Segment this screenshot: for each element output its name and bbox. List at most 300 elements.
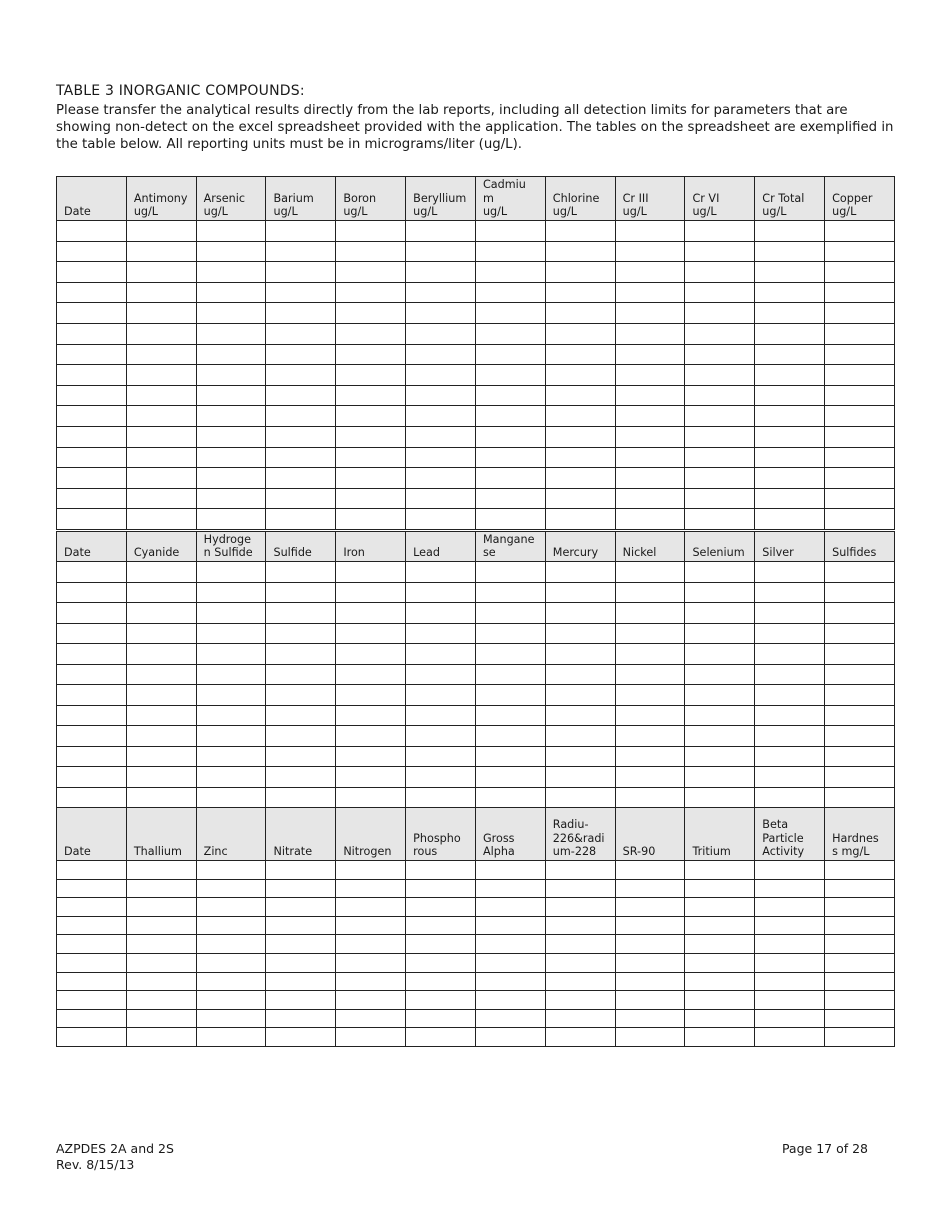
table-cell[interactable]: [266, 603, 336, 624]
table-cell[interactable]: [825, 282, 895, 303]
table-cell[interactable]: [336, 916, 406, 935]
table-cell[interactable]: [685, 241, 755, 262]
table-cell[interactable]: [336, 664, 406, 685]
table-cell[interactable]: [545, 787, 615, 808]
table-cell[interactable]: [545, 447, 615, 468]
table-cell[interactable]: [336, 991, 406, 1010]
table-cell[interactable]: [615, 303, 685, 324]
table-cell[interactable]: [615, 685, 685, 706]
table-cell[interactable]: [126, 344, 196, 365]
table-cell[interactable]: [266, 1028, 336, 1047]
table-cell[interactable]: [57, 685, 127, 706]
table-cell[interactable]: [57, 365, 127, 386]
table-cell[interactable]: [336, 644, 406, 665]
table-cell[interactable]: [825, 705, 895, 726]
table-cell[interactable]: [336, 861, 406, 880]
table-cell[interactable]: [406, 221, 476, 242]
table-cell[interactable]: [825, 787, 895, 808]
table-cell[interactable]: [406, 1028, 476, 1047]
table-cell[interactable]: [685, 426, 755, 447]
table-cell[interactable]: [825, 623, 895, 644]
table-cell[interactable]: [266, 935, 336, 954]
table-cell[interactable]: [57, 282, 127, 303]
table-cell[interactable]: [685, 664, 755, 685]
table-cell[interactable]: [615, 726, 685, 747]
table-cell[interactable]: [266, 303, 336, 324]
table-cell[interactable]: [126, 623, 196, 644]
table-cell[interactable]: [545, 562, 615, 583]
table-cell[interactable]: [266, 385, 336, 406]
table-cell[interactable]: [755, 262, 825, 283]
table-cell[interactable]: [406, 447, 476, 468]
table-cell[interactable]: [196, 282, 266, 303]
table-cell[interactable]: [196, 644, 266, 665]
table-cell[interactable]: [57, 1009, 127, 1028]
table-cell[interactable]: [475, 468, 545, 489]
table-cell[interactable]: [825, 385, 895, 406]
table-cell[interactable]: [615, 323, 685, 344]
table-cell[interactable]: [57, 406, 127, 427]
table-cell[interactable]: [755, 972, 825, 991]
table-cell[interactable]: [266, 787, 336, 808]
table-cell[interactable]: [196, 562, 266, 583]
table-cell[interactable]: [825, 746, 895, 767]
table-cell[interactable]: [336, 447, 406, 468]
table-cell[interactable]: [57, 746, 127, 767]
table-cell[interactable]: [475, 426, 545, 447]
table-cell[interactable]: [266, 767, 336, 788]
table-cell[interactable]: [755, 879, 825, 898]
table-cell[interactable]: [475, 935, 545, 954]
table-cell[interactable]: [266, 562, 336, 583]
table-cell[interactable]: [615, 509, 685, 530]
table-cell[interactable]: [406, 972, 476, 991]
table-cell[interactable]: [266, 685, 336, 706]
table-cell[interactable]: [755, 406, 825, 427]
table-cell[interactable]: [126, 935, 196, 954]
table-cell[interactable]: [266, 406, 336, 427]
table-cell[interactable]: [57, 447, 127, 468]
table-cell[interactable]: [685, 972, 755, 991]
table-cell[interactable]: [196, 262, 266, 283]
table-cell[interactable]: [685, 705, 755, 726]
table-cell[interactable]: [755, 705, 825, 726]
table-cell[interactable]: [615, 221, 685, 242]
table-cell[interactable]: [545, 241, 615, 262]
table-cell[interactable]: [825, 1009, 895, 1028]
table-cell[interactable]: [825, 991, 895, 1010]
table-cell[interactable]: [266, 468, 336, 489]
table-cell[interactable]: [825, 344, 895, 365]
table-cell[interactable]: [196, 879, 266, 898]
table-cell[interactable]: [336, 746, 406, 767]
table-cell[interactable]: [336, 365, 406, 386]
table-cell[interactable]: [685, 282, 755, 303]
table-cell[interactable]: [825, 879, 895, 898]
table-cell[interactable]: [406, 582, 476, 603]
table-cell[interactable]: [545, 509, 615, 530]
table-cell[interactable]: [615, 1009, 685, 1028]
table-cell[interactable]: [57, 953, 127, 972]
table-cell[interactable]: [196, 935, 266, 954]
table-cell[interactable]: [755, 426, 825, 447]
table-cell[interactable]: [336, 344, 406, 365]
table-cell[interactable]: [266, 447, 336, 468]
table-cell[interactable]: [475, 303, 545, 324]
table-cell[interactable]: [126, 1009, 196, 1028]
table-cell[interactable]: [475, 767, 545, 788]
table-cell[interactable]: [755, 746, 825, 767]
table-cell[interactable]: [126, 685, 196, 706]
table-cell[interactable]: [685, 447, 755, 468]
table-cell[interactable]: [475, 746, 545, 767]
table-cell[interactable]: [755, 562, 825, 583]
table-cell[interactable]: [126, 262, 196, 283]
table-cell[interactable]: [336, 303, 406, 324]
table-cell[interactable]: [196, 623, 266, 644]
table-cell[interactable]: [57, 385, 127, 406]
table-cell[interactable]: [196, 241, 266, 262]
table-cell[interactable]: [825, 365, 895, 386]
table-cell[interactable]: [266, 972, 336, 991]
table-cell[interactable]: [685, 861, 755, 880]
table-cell[interactable]: [266, 426, 336, 447]
table-cell[interactable]: [406, 767, 476, 788]
table-cell[interactable]: [825, 664, 895, 685]
table-cell[interactable]: [615, 488, 685, 509]
table-cell[interactable]: [406, 323, 476, 344]
table-cell[interactable]: [336, 953, 406, 972]
table-cell[interactable]: [615, 603, 685, 624]
table-cell[interactable]: [825, 562, 895, 583]
table-cell[interactable]: [615, 705, 685, 726]
table-cell[interactable]: [615, 644, 685, 665]
table-cell[interactable]: [545, 406, 615, 427]
table-cell[interactable]: [57, 488, 127, 509]
table-cell[interactable]: [685, 468, 755, 489]
table-cell[interactable]: [406, 685, 476, 706]
table-cell[interactable]: [685, 1009, 755, 1028]
table-cell[interactable]: [196, 861, 266, 880]
table-cell[interactable]: [475, 1028, 545, 1047]
table-cell[interactable]: [126, 879, 196, 898]
table-cell[interactable]: [825, 953, 895, 972]
table-cell[interactable]: [475, 879, 545, 898]
table-cell[interactable]: [336, 562, 406, 583]
table-cell[interactable]: [615, 767, 685, 788]
table-cell[interactable]: [406, 406, 476, 427]
table-cell[interactable]: [196, 685, 266, 706]
table-cell[interactable]: [685, 262, 755, 283]
table-cell[interactable]: [266, 282, 336, 303]
table-cell[interactable]: [126, 898, 196, 917]
table-cell[interactable]: [685, 746, 755, 767]
table-cell[interactable]: [126, 1028, 196, 1047]
table-cell[interactable]: [126, 241, 196, 262]
table-cell[interactable]: [825, 916, 895, 935]
table-cell[interactable]: [266, 664, 336, 685]
table-cell[interactable]: [406, 916, 476, 935]
table-cell[interactable]: [336, 898, 406, 917]
table-cell[interactable]: [755, 582, 825, 603]
table-cell[interactable]: [825, 935, 895, 954]
table-cell[interactable]: [755, 509, 825, 530]
table-cell[interactable]: [196, 972, 266, 991]
table-cell[interactable]: [196, 953, 266, 972]
table-cell[interactable]: [266, 344, 336, 365]
table-cell[interactable]: [615, 935, 685, 954]
table-cell[interactable]: [196, 447, 266, 468]
table-cell[interactable]: [475, 365, 545, 386]
table-cell[interactable]: [336, 1009, 406, 1028]
table-cell[interactable]: [825, 603, 895, 624]
table-cell[interactable]: [755, 685, 825, 706]
table-cell[interactable]: [755, 468, 825, 489]
table-cell[interactable]: [685, 603, 755, 624]
table-cell[interactable]: [126, 726, 196, 747]
table-cell[interactable]: [406, 488, 476, 509]
table-cell[interactable]: [266, 953, 336, 972]
table-cell[interactable]: [196, 344, 266, 365]
table-cell[interactable]: [266, 488, 336, 509]
table-cell[interactable]: [685, 644, 755, 665]
table-cell[interactable]: [266, 916, 336, 935]
table-cell[interactable]: [126, 509, 196, 530]
table-cell[interactable]: [406, 344, 476, 365]
table-cell[interactable]: [685, 898, 755, 917]
table-cell[interactable]: [406, 365, 476, 386]
table-cell[interactable]: [545, 603, 615, 624]
table-cell[interactable]: [475, 282, 545, 303]
table-cell[interactable]: [685, 582, 755, 603]
table-cell[interactable]: [126, 406, 196, 427]
table-cell[interactable]: [336, 582, 406, 603]
table-cell[interactable]: [615, 447, 685, 468]
table-cell[interactable]: [475, 488, 545, 509]
table-cell[interactable]: [825, 767, 895, 788]
table-cell[interactable]: [57, 787, 127, 808]
table-cell[interactable]: [755, 623, 825, 644]
table-cell[interactable]: [545, 1028, 615, 1047]
table-cell[interactable]: [755, 726, 825, 747]
table-cell[interactable]: [336, 623, 406, 644]
table-cell[interactable]: [336, 603, 406, 624]
table-cell[interactable]: [266, 644, 336, 665]
table-cell[interactable]: [406, 282, 476, 303]
table-cell[interactable]: [825, 582, 895, 603]
table-cell[interactable]: [755, 953, 825, 972]
table-cell[interactable]: [475, 1009, 545, 1028]
table-cell[interactable]: [615, 468, 685, 489]
table-cell[interactable]: [825, 221, 895, 242]
table-cell[interactable]: [57, 726, 127, 747]
table-cell[interactable]: [196, 385, 266, 406]
table-cell[interactable]: [406, 644, 476, 665]
table-cell[interactable]: [336, 262, 406, 283]
table-cell[interactable]: [545, 1009, 615, 1028]
table-cell[interactable]: [336, 879, 406, 898]
table-cell[interactable]: [266, 705, 336, 726]
table-cell[interactable]: [406, 1009, 476, 1028]
table-cell[interactable]: [755, 1028, 825, 1047]
table-cell[interactable]: [685, 879, 755, 898]
table-cell[interactable]: [196, 991, 266, 1010]
table-cell[interactable]: [336, 488, 406, 509]
table-cell[interactable]: [755, 221, 825, 242]
table-cell[interactable]: [545, 262, 615, 283]
table-cell[interactable]: [615, 746, 685, 767]
table-cell[interactable]: [615, 953, 685, 972]
table-cell[interactable]: [475, 562, 545, 583]
table-cell[interactable]: [755, 385, 825, 406]
table-cell[interactable]: [406, 562, 476, 583]
table-cell[interactable]: [57, 898, 127, 917]
table-cell[interactable]: [57, 562, 127, 583]
table-cell[interactable]: [685, 509, 755, 530]
table-cell[interactable]: [615, 582, 685, 603]
table-cell[interactable]: [57, 323, 127, 344]
table-cell[interactable]: [545, 221, 615, 242]
table-cell[interactable]: [57, 582, 127, 603]
table-cell[interactable]: [475, 447, 545, 468]
table-cell[interactable]: [615, 562, 685, 583]
table-cell[interactable]: [336, 685, 406, 706]
table-cell[interactable]: [57, 879, 127, 898]
table-cell[interactable]: [196, 323, 266, 344]
table-cell[interactable]: [755, 787, 825, 808]
table-cell[interactable]: [755, 488, 825, 509]
table-cell[interactable]: [406, 603, 476, 624]
table-cell[interactable]: [685, 344, 755, 365]
table-cell[interactable]: [336, 767, 406, 788]
table-cell[interactable]: [196, 303, 266, 324]
table-cell[interactable]: [615, 385, 685, 406]
table-cell[interactable]: [475, 644, 545, 665]
table-cell[interactable]: [406, 879, 476, 898]
table-cell[interactable]: [406, 623, 476, 644]
table-cell[interactable]: [406, 787, 476, 808]
table-cell[interactable]: [196, 582, 266, 603]
table-cell[interactable]: [406, 303, 476, 324]
table-cell[interactable]: [57, 644, 127, 665]
table-cell[interactable]: [57, 861, 127, 880]
table-cell[interactable]: [126, 991, 196, 1010]
table-cell[interactable]: [126, 468, 196, 489]
table-cell[interactable]: [545, 303, 615, 324]
table-cell[interactable]: [266, 623, 336, 644]
table-cell[interactable]: [126, 787, 196, 808]
table-cell[interactable]: [406, 746, 476, 767]
table-cell[interactable]: [475, 664, 545, 685]
table-cell[interactable]: [266, 726, 336, 747]
table-cell[interactable]: [196, 468, 266, 489]
table-cell[interactable]: [196, 509, 266, 530]
table-cell[interactable]: [406, 898, 476, 917]
table-cell[interactable]: [475, 582, 545, 603]
table-cell[interactable]: [475, 406, 545, 427]
table-cell[interactable]: [615, 916, 685, 935]
table-cell[interactable]: [615, 365, 685, 386]
table-cell[interactable]: [545, 898, 615, 917]
table-cell[interactable]: [57, 241, 127, 262]
table-cell[interactable]: [475, 385, 545, 406]
table-cell[interactable]: [475, 705, 545, 726]
table-cell[interactable]: [755, 664, 825, 685]
table-cell[interactable]: [825, 406, 895, 427]
table-cell[interactable]: [126, 323, 196, 344]
table-cell[interactable]: [196, 221, 266, 242]
table-cell[interactable]: [545, 767, 615, 788]
table-cell[interactable]: [196, 898, 266, 917]
table-cell[interactable]: [196, 603, 266, 624]
table-cell[interactable]: [545, 426, 615, 447]
table-cell[interactable]: [406, 509, 476, 530]
table-cell[interactable]: [685, 1028, 755, 1047]
table-cell[interactable]: [615, 1028, 685, 1047]
table-cell[interactable]: [336, 221, 406, 242]
table-cell[interactable]: [755, 991, 825, 1010]
table-cell[interactable]: [57, 262, 127, 283]
table-cell[interactable]: [475, 344, 545, 365]
table-cell[interactable]: [126, 767, 196, 788]
table-cell[interactable]: [755, 241, 825, 262]
table-cell[interactable]: [126, 426, 196, 447]
table-cell[interactable]: [685, 303, 755, 324]
table-cell[interactable]: [615, 898, 685, 917]
table-cell[interactable]: [545, 365, 615, 386]
table-cell[interactable]: [825, 861, 895, 880]
table-cell[interactable]: [266, 509, 336, 530]
table-cell[interactable]: [475, 685, 545, 706]
table-cell[interactable]: [615, 241, 685, 262]
table-cell[interactable]: [406, 385, 476, 406]
table-cell[interactable]: [615, 664, 685, 685]
table-cell[interactable]: [126, 705, 196, 726]
table-cell[interactable]: [545, 623, 615, 644]
table-cell[interactable]: [685, 953, 755, 972]
table-cell[interactable]: [615, 282, 685, 303]
table-cell[interactable]: [57, 623, 127, 644]
table-cell[interactable]: [126, 562, 196, 583]
table-cell[interactable]: [336, 282, 406, 303]
table-cell[interactable]: [57, 705, 127, 726]
table-cell[interactable]: [755, 344, 825, 365]
table-cell[interactable]: [825, 644, 895, 665]
table-cell[interactable]: [615, 861, 685, 880]
table-cell[interactable]: [615, 262, 685, 283]
table-cell[interactable]: [475, 991, 545, 1010]
table-cell[interactable]: [825, 303, 895, 324]
table-cell[interactable]: [126, 953, 196, 972]
table-cell[interactable]: [126, 972, 196, 991]
table-cell[interactable]: [196, 1028, 266, 1047]
table-cell[interactable]: [475, 898, 545, 917]
table-cell[interactable]: [755, 898, 825, 917]
table-cell[interactable]: [475, 953, 545, 972]
table-cell[interactable]: [196, 406, 266, 427]
table-cell[interactable]: [545, 282, 615, 303]
table-cell[interactable]: [545, 685, 615, 706]
table-cell[interactable]: [545, 861, 615, 880]
table-cell[interactable]: [126, 664, 196, 685]
table-cell[interactable]: [545, 344, 615, 365]
table-cell[interactable]: [615, 344, 685, 365]
table-cell[interactable]: [406, 664, 476, 685]
table-cell[interactable]: [406, 953, 476, 972]
table-cell[interactable]: [615, 426, 685, 447]
table-cell[interactable]: [266, 262, 336, 283]
table-cell[interactable]: [685, 562, 755, 583]
